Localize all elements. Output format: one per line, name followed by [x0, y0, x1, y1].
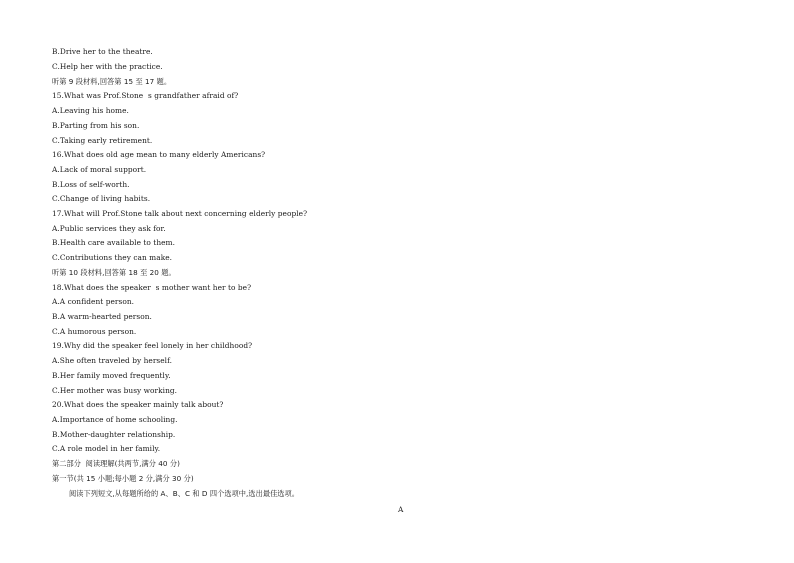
option-line: C.Her mother was busy working.	[52, 386, 178, 395]
option-line: B.A warm-hearted person.	[52, 312, 152, 321]
directions-line: 阅读下列短文,从每题所给的 A、B、C 和 D 四个选项中,选出最佳选项。	[69, 489, 300, 498]
option-line: B.Health care available to them.	[52, 238, 176, 247]
option-line: C.Taking early retirement.	[52, 136, 153, 145]
option-line: B.Mother-daughter relationship.	[52, 430, 176, 439]
option-line: C.A role model in her family.	[52, 444, 161, 453]
option-line: C.Help her with the practice.	[52, 62, 163, 71]
section-heading: 第二部分 阅读理解(共两节,满分 40 分)	[52, 459, 180, 468]
option-line: B.Her family moved frequently.	[52, 371, 171, 380]
instruction-line: 听第 10 段材料,回答第 18 至 20 题。	[52, 268, 176, 277]
option-line: C.Change of living habits.	[52, 194, 151, 203]
question-line: 20.What does the speaker mainly talk about?	[52, 400, 224, 409]
question-line: 16.What does old age mean to many elderly Americans?	[52, 150, 266, 159]
option-line: A.Importance of home schooling.	[52, 415, 178, 424]
option-line: A.Public services they ask for.	[52, 224, 166, 233]
option-line: C.Contributions they can make.	[52, 253, 173, 262]
option-line: B.Parting from his son.	[52, 121, 140, 130]
question-line: 18.What does the speaker s mother want her to be?	[52, 283, 252, 292]
passage-label: A	[398, 505, 404, 514]
option-line: C.A humorous person.	[52, 327, 137, 336]
question-line: 17.What will Prof.Stone talk about next concerning elderly people?	[52, 209, 308, 218]
section-heading: 第一节(共 15 小题;每小题 2 分,满分 30 分)	[52, 474, 194, 483]
option-line: A.Lack of moral support.	[52, 165, 147, 174]
option-line: A.She often traveled by herself.	[52, 356, 173, 365]
option-line: A.A confident person.	[52, 297, 135, 306]
option-line: B.Drive her to the theatre.	[52, 47, 153, 56]
option-line: B.Loss of self-worth.	[52, 180, 130, 189]
instruction-line: 听第 9 段材料,回答第 15 至 17 题。	[52, 77, 172, 86]
option-line: A.Leaving his home.	[52, 106, 129, 115]
question-line: 15.What was Prof.Stone s grandfather afraid of?	[52, 91, 239, 100]
question-line: 19.Why did the speaker feel lonely in her childhood?	[52, 341, 253, 350]
